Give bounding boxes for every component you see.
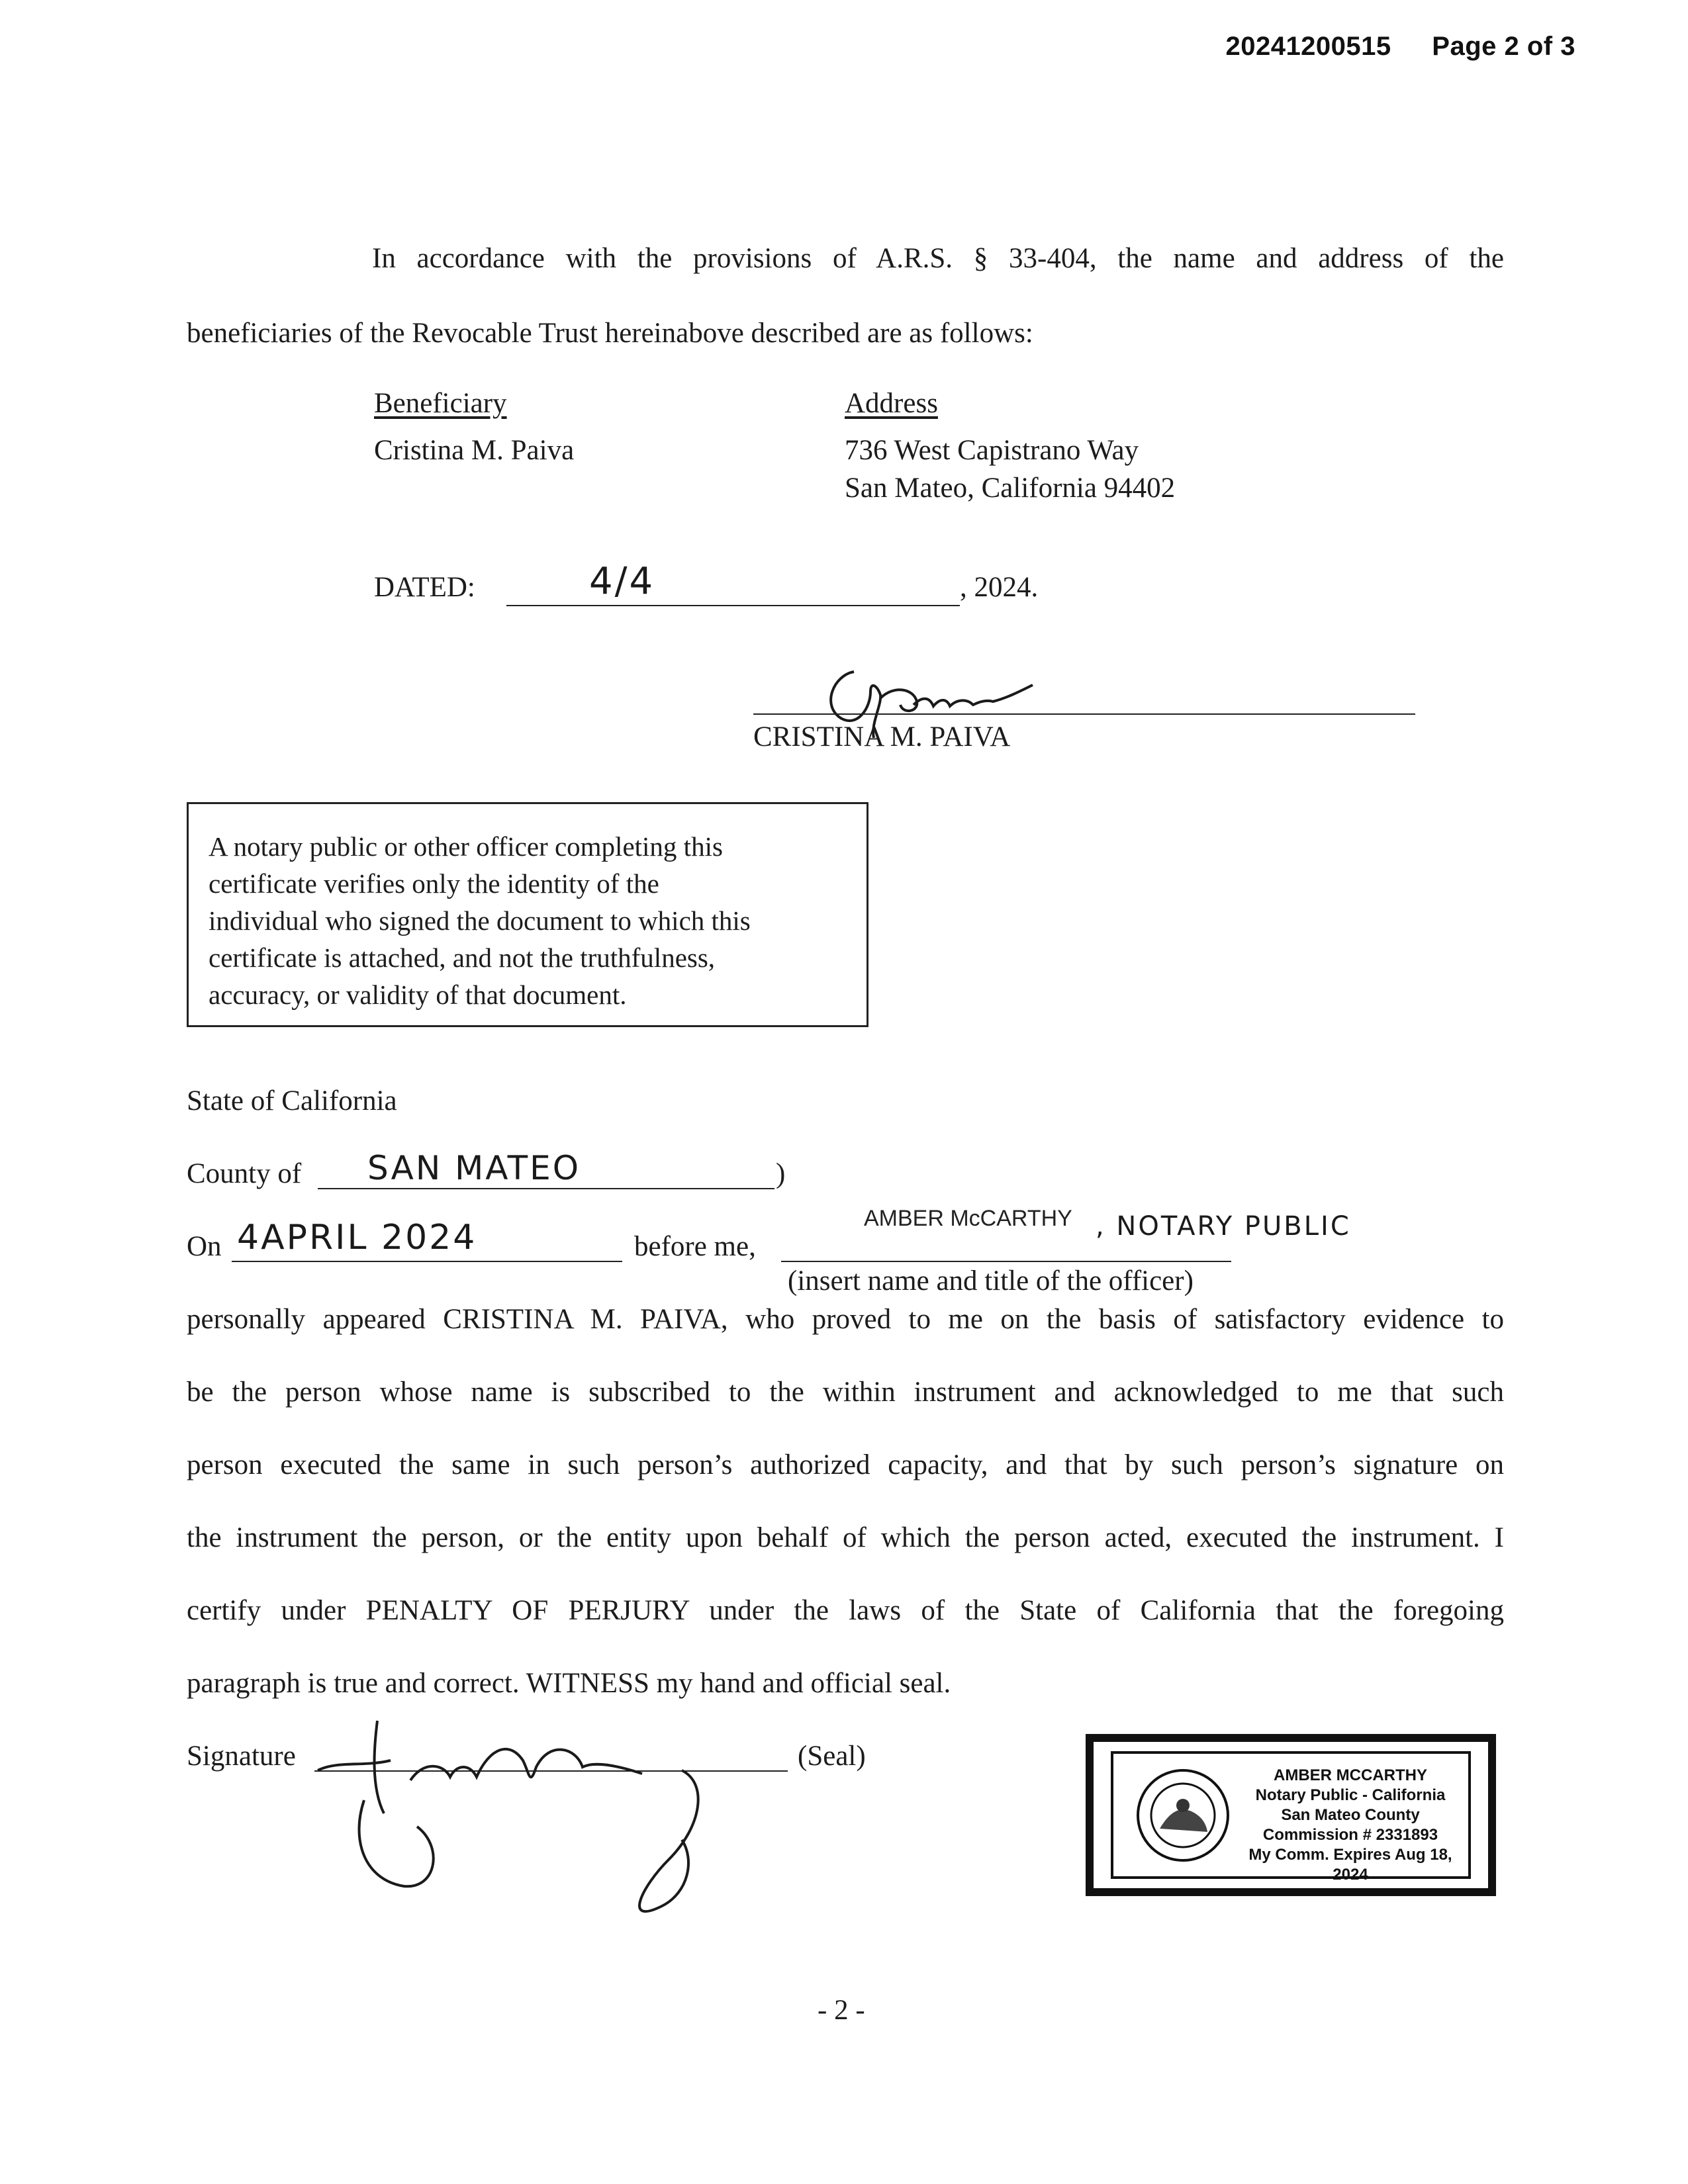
address-column-header: Address [845, 388, 938, 419]
notice-line: individual who signed the document to which this [209, 905, 751, 936]
acknowledgment-last-line: paragraph is true and correct. WITNESS my hand and official seal. [187, 1668, 951, 1699]
dated-line [506, 605, 960, 606]
seal-line: AMBER MCCARTHY [1274, 1766, 1427, 1784]
before-me-label: before me, [634, 1231, 756, 1262]
officer-hint: (insert name and title of the officer) [788, 1265, 1194, 1297]
date-line [232, 1261, 622, 1262]
on-label: On [187, 1231, 222, 1262]
notice-line: certificate is attached, and not the truthfulness, [209, 942, 716, 973]
acknowledgment-body-line: be the person whose name is subscribed to the within instrument and acknowledged to me that such [187, 1377, 1504, 1408]
acknowledgment-body-line: the instrument the person, or the entity upon behalf of which the person acted, executed the instrument. I [187, 1522, 1504, 1553]
seal-line: Commission # 2331893 [1262, 1826, 1438, 1844]
officer-typed-name: AMBER McCARTHY [864, 1206, 1072, 1231]
beneficiary-address-line-1: 736 West Capistrano Way [845, 435, 1139, 466]
acknowledgment-body-line: person executed the same in such person’s authorized capacity, and that by such person’s signature on [187, 1449, 1504, 1480]
seal-line: San Mateo County [1281, 1806, 1420, 1824]
notice-line: certificate verifies only the identity of the [209, 868, 659, 899]
dated-handwritten: 4/4 [589, 560, 655, 603]
acknowledgment-body-line: certify under PENALTY OF PERJURY under the laws of the State of California that the foregoing [187, 1595, 1504, 1626]
signature-label: Signature [187, 1741, 296, 1772]
notary-signature [311, 1707, 735, 1919]
document-number: 20241200515 [1225, 32, 1391, 61]
california-seal-icon [1133, 1766, 1233, 1865]
notice-line: accuracy, or validity of that document. [209, 979, 627, 1010]
notice-line: A notary public or other officer completing this [209, 831, 723, 862]
acknowledgment-date-handwritten: 4APRIL 2024 [237, 1218, 477, 1257]
beneficiary-name: Cristina M. Paiva [374, 435, 575, 466]
seal-inner-border [1111, 1751, 1471, 1884]
state-line: State of California [187, 1085, 397, 1116]
officer-title-handwritten: , NOTARY PUBLIC [1096, 1211, 1351, 1242]
page-indicator: Page 2 of 3 [1432, 32, 1575, 61]
county-label: County of [187, 1158, 302, 1189]
beneficiary-address-line-2: San Mateo, California 94402 [845, 473, 1176, 504]
page-number: - 2 - [818, 1995, 865, 2026]
acknowledgment-body-line: personally appeared CRISTINA M. PAIVA, who proved to me on the basis of satisfactory evidence to [187, 1304, 1504, 1335]
seal-line: Notary Public - California [1255, 1786, 1446, 1804]
beneficiary-column-header: Beneficiary [374, 388, 507, 419]
seal-label: (Seal) [798, 1741, 866, 1772]
county-line [318, 1188, 774, 1189]
notary-notice-box [187, 802, 868, 1027]
signer-signature-line [753, 713, 1415, 715]
seal-line: My Comm. Expires Aug 18, 2024 [1248, 1846, 1452, 1884]
county-close-paren: ) [776, 1158, 786, 1189]
signer-printed-name: CRISTINA M. PAIVA [753, 721, 1011, 752]
county-handwritten: SAN MATEO [367, 1149, 581, 1187]
notary-seal-stamp [1086, 1734, 1496, 1896]
seal-text-block [1233, 1766, 1468, 1885]
intro-line-2: beneficiaries of the Revocable Trust hereinabove described are as follows: [187, 318, 1033, 349]
dated-label: DATED: [374, 572, 475, 603]
intro-line-1: In accordance with the provisions of A.R.S. § 33-404, the name and address of the [372, 243, 1504, 274]
document-header [1225, 32, 1575, 62]
officer-line [781, 1261, 1231, 1262]
dated-year: , 2024. [960, 572, 1039, 603]
